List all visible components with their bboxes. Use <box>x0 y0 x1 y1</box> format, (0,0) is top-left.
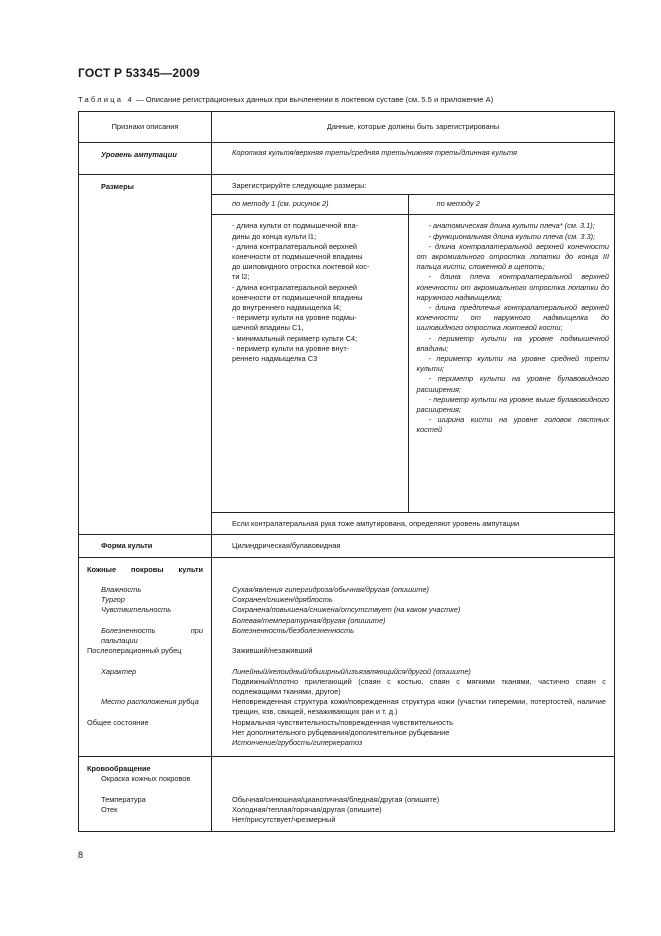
method2-item: - длина плеча контралатеральной верхней конечности от акромиального отростка лопатки до наружного надмыщелка; <box>416 272 610 302</box>
circulation-row-label: Отек <box>101 805 118 814</box>
method2-list <box>408 215 615 513</box>
table-header-row <box>79 112 615 143</box>
method2-label: по методу 2 <box>408 195 615 215</box>
method1-line: конечности от подмышечной впадины <box>232 252 363 262</box>
method1-line: - периметр культи на уровне подмы- <box>232 313 357 323</box>
method1-line: дины до конца культи l1; <box>232 231 317 241</box>
skin-row-value: Болевая/температурная/другая (опишите) <box>232 615 386 625</box>
method1-line: - минимальный периметр культи C4; <box>232 333 358 343</box>
skin-value-spacer <box>232 575 606 585</box>
caption-text: — Описание регистрационных данных при вычленении в локтевом суставе (см. 5.5 и приложение А) <box>133 95 494 104</box>
page-number: 8 <box>78 850 84 860</box>
skin-row-label: Болезненность при пальпации <box>101 625 203 645</box>
method2-item: - периметр культи на уровне булавовидного расширения; <box>416 374 610 394</box>
skin-row-value: Истончение/грубость/гиперкератоз <box>232 738 363 747</box>
header-left: Признаки описания <box>79 112 212 143</box>
method2-item: - функциональная длина культи плеча (см. 3.3); <box>428 231 596 241</box>
method1-line: конечности от подмышечной впадины <box>232 292 363 302</box>
sizes-note: Если контралатеральная рука тоже ампутирована, определяют уровень ампутации <box>212 513 615 534</box>
circulation-values <box>212 757 615 832</box>
method2-item: - периметр культи на уровне средней трети культи; <box>416 354 610 374</box>
method1-line: до шиловидного отростка локтевой кос- <box>232 262 370 272</box>
registration-table <box>78 111 615 832</box>
method2-item: - периметр культи на уровне выше булавовидного расширения; <box>416 394 610 415</box>
method1-list <box>212 215 408 513</box>
method1-line: - длина контралатеральной верхней <box>232 241 358 251</box>
skin-value-spacer <box>232 565 606 575</box>
amputation-level-label: Уровень ампутации <box>79 143 212 175</box>
caption-prefix: Таблица 4 <box>78 95 134 104</box>
method1-line: до внутреннего надмыщелка l4; <box>232 303 342 313</box>
circulation-labels <box>79 757 212 832</box>
sizes-label: Размеры <box>79 175 212 535</box>
skin-row-value: Нормальная чувствительность/поврежденная чувствительность <box>232 717 454 727</box>
amputation-level-value: Короткая культя/верхняя треть/средняя треть/нижняя треть/длинная культя <box>212 143 615 175</box>
skin-row-value: Сохранен/снижен/дряблость <box>232 595 333 605</box>
skin-row-label <box>79 728 211 738</box>
circulation-row-value: Холодная/теплая/горячая/другая (опишите) <box>232 805 382 814</box>
method1-line: - периметр культи на уровне внут- <box>232 343 350 353</box>
method1-line: - длина культи от подмышечной впа- <box>232 221 359 231</box>
skin-label: Кожные покровы культи <box>87 564 203 574</box>
skin-values <box>212 557 615 757</box>
skin-row-value: Сохранена/повышена/снижена/отсутствует (на каком участке) <box>232 605 461 615</box>
stump-form-value: Цилиндрическая/булавовидная <box>212 534 615 557</box>
skin-row-label <box>79 677 211 697</box>
skin-row-value: Болезненность/безболезненность <box>232 625 355 635</box>
skin-row-label: Характер <box>101 666 137 676</box>
skin-row <box>79 557 615 757</box>
circulation-row-label: Окраска кожных покровов <box>101 774 191 784</box>
circulation-row-value: Нет/присутствует/чрезмерный <box>232 815 336 825</box>
sizes-row <box>79 175 615 535</box>
circulation-row <box>79 757 615 832</box>
sizes-intro: Зарегистрируйте следующие размеры: <box>212 175 615 195</box>
method2-item: - длина предплечья контралатеральной верхней конечности от наружного надмыщелка до шиловидного отростка локтевой кости; <box>416 303 610 333</box>
skin-row-label: Послеоперационный рубец <box>87 646 182 656</box>
skin-row-value: Сухая/явления гипергидроза/обычная/другая (опишите) <box>232 584 429 594</box>
skin-row-label: Чувствительность <box>101 605 172 615</box>
skin-row-label: Общее состояние <box>87 717 149 727</box>
method2-item: - периметр культи на уровне подмышечной впадины; <box>416 333 610 353</box>
skin-row-value: Заживший/незаживший <box>232 646 313 656</box>
amputation-level-row <box>79 143 615 175</box>
skin-row-label: Место расположения рубца <box>101 697 199 707</box>
circulation-label: Кровообращение <box>87 764 151 774</box>
skin-row-label <box>79 616 211 626</box>
method1-label: по методу 1 (см. рисунок 2) <box>212 195 408 215</box>
table-caption <box>78 95 493 104</box>
skin-row-value: Неповрежденная структура кожи/поврежденная структура кожи (участки гиперемии, потертостей, наличие трещин, язв, свищей, незаживающих ран и т. д.) <box>232 697 606 717</box>
method2-item: - ширина кисти на уровне головок пястных костей <box>416 415 610 435</box>
sizes-cell <box>212 175 615 535</box>
method2-item: - анатомическая длина культи плеча* (см. 3.1); <box>428 221 595 231</box>
sizes-inner-table <box>212 175 615 534</box>
document-title: ГОСТ Р 53345—2009 <box>78 66 200 80</box>
header-right: Данные, которые должны быть зарегистрированы <box>212 112 615 143</box>
stump-form-label: Форма культи <box>79 534 212 557</box>
skin-row-label <box>79 738 211 748</box>
skin-row-value: Линейный/келоидный/обширный/изъязвляющийся/другой (опишите) <box>232 666 471 676</box>
circulation-value-spacer <box>232 764 606 795</box>
method2-item: - длина контралатеральной верхней конечности от акромиального отростка лопатки до конца III пальца кисти, сложенной в щепоть; <box>416 241 610 272</box>
skin-labels <box>79 557 212 757</box>
skin-row-value: Подвижный/плотно прилегающий (спаян с костью, спаян с мягкими тканями, частично спаян с подлежащими тканями, другое) <box>232 676 606 696</box>
circulation-row-label: Температура <box>101 794 146 804</box>
method1-line: - длина контралатеральной верхней <box>232 282 358 292</box>
method1-line: шечной впадины C1, <box>232 323 304 333</box>
circulation-row-value: Обычная/синюшная/цианотичная/бледная/другая (опишите) <box>232 794 440 804</box>
skin-row-label: Влажность <box>101 585 142 594</box>
stump-form-row <box>79 534 615 557</box>
method1-line: реннего надмыщелка C3 <box>232 354 318 364</box>
skin-row-value: Нет дополнительного рубцевания/дополнительное рубцевание <box>232 727 450 737</box>
method1-line: ти l2; <box>232 272 250 282</box>
skin-row-label: Тургор <box>101 595 125 605</box>
